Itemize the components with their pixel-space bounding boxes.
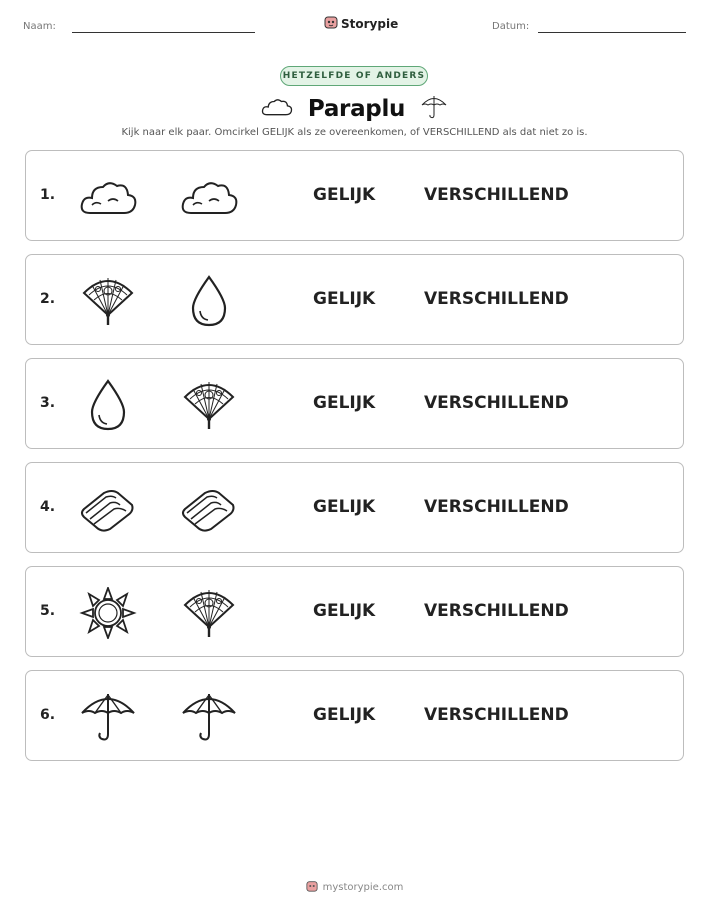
option-different[interactable]: VERSCHILLEND bbox=[424, 289, 569, 309]
cloud-icon bbox=[179, 171, 239, 223]
question-number: 6. bbox=[40, 707, 56, 723]
brand-logo bbox=[324, 14, 398, 33]
raindrop-icon bbox=[179, 275, 239, 327]
option-same[interactable]: GELIJK bbox=[313, 393, 376, 413]
question-number: 3. bbox=[40, 395, 56, 411]
option-different[interactable]: VERSCHILLEND bbox=[424, 705, 569, 725]
hand-fan-icon bbox=[78, 275, 138, 327]
cloud-icon bbox=[260, 96, 294, 122]
umbrella-icon bbox=[419, 92, 449, 126]
name-label: Naam: bbox=[23, 21, 56, 32]
storypie-logo-icon bbox=[324, 14, 338, 33]
footer-url[interactable]: mystorypie.com bbox=[322, 882, 404, 893]
page-title: Paraplu bbox=[307, 96, 406, 122]
sun-icon bbox=[78, 587, 138, 639]
hand-fan-icon bbox=[179, 379, 239, 431]
brand-name: Storypie bbox=[341, 16, 399, 31]
option-different[interactable]: VERSCHILLEND bbox=[424, 497, 569, 517]
storypie-logo-icon bbox=[306, 880, 318, 895]
option-different[interactable]: VERSCHILLEND bbox=[424, 393, 569, 413]
option-different[interactable]: VERSCHILLEND bbox=[424, 601, 569, 621]
question-card bbox=[25, 358, 684, 449]
option-different[interactable]: VERSCHILLEND bbox=[424, 185, 569, 205]
question-card bbox=[25, 670, 684, 761]
title-row bbox=[0, 92, 709, 126]
option-same[interactable]: GELIJK bbox=[313, 185, 376, 205]
question-number: 1. bbox=[40, 187, 56, 203]
umbrella-icon bbox=[78, 691, 138, 743]
cloud-icon bbox=[78, 171, 138, 223]
footer bbox=[0, 880, 709, 895]
option-same[interactable]: GELIJK bbox=[313, 497, 376, 517]
folded-towel-icon bbox=[179, 483, 239, 535]
question-number: 4. bbox=[40, 499, 56, 515]
worksheet-type-badge: HETZELFDE OF ANDERS bbox=[280, 66, 428, 86]
name-line[interactable] bbox=[72, 32, 255, 33]
option-same[interactable]: GELIJK bbox=[313, 289, 376, 309]
hand-fan-icon bbox=[179, 587, 239, 639]
instructions: Kijk naar elk paar. Omcirkel GELIJK als ze overeenkomen, of VERSCHILLEND als dat niet zo is. bbox=[121, 127, 588, 138]
raindrop-icon bbox=[78, 379, 138, 431]
question-number: 2. bbox=[40, 291, 56, 307]
folded-towel-icon bbox=[78, 483, 138, 535]
question-card bbox=[25, 254, 684, 345]
question-card bbox=[25, 566, 684, 657]
question-number: 5. bbox=[40, 603, 56, 619]
question-card bbox=[25, 462, 684, 553]
date-label: Datum: bbox=[492, 21, 530, 32]
question-card bbox=[25, 150, 684, 241]
option-same[interactable]: GELIJK bbox=[313, 601, 376, 621]
option-same[interactable]: GELIJK bbox=[313, 705, 376, 725]
umbrella-icon bbox=[179, 691, 239, 743]
date-line[interactable] bbox=[538, 32, 686, 33]
